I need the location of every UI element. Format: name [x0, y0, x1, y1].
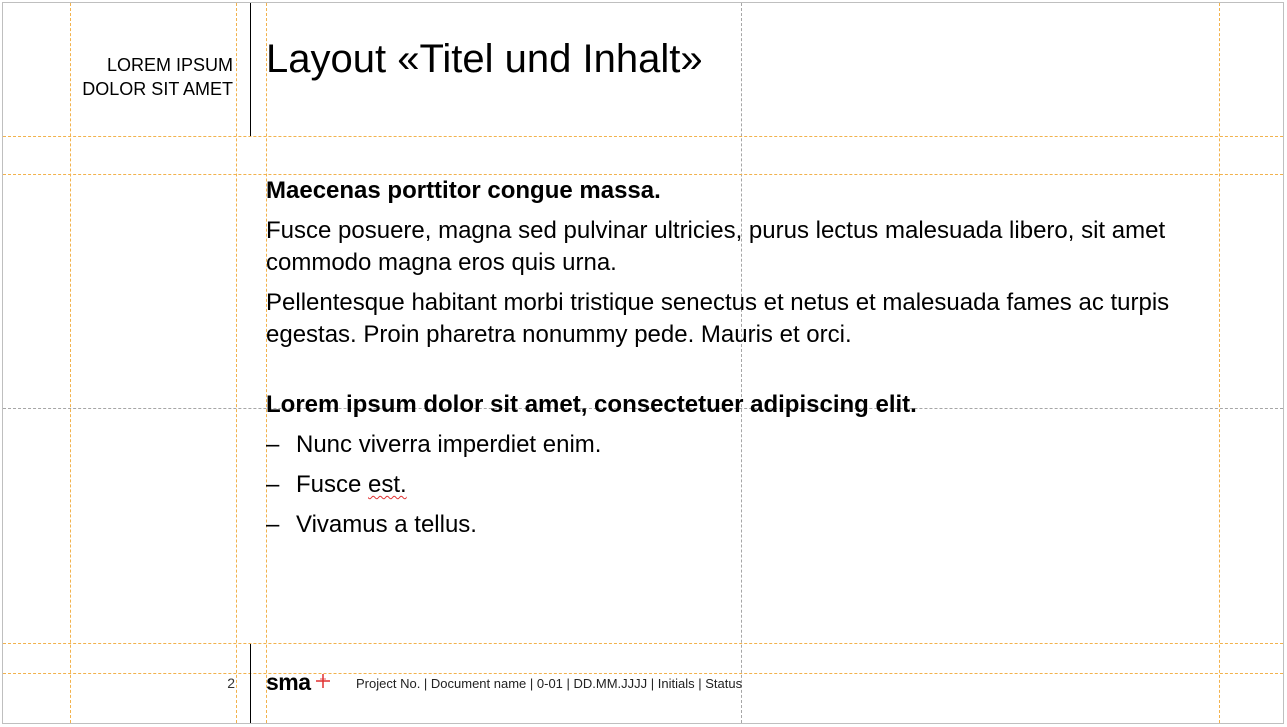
bullet-item: [266, 469, 1216, 501]
page-number: 2: [227, 675, 235, 691]
header-divider-rule: [250, 3, 251, 136]
guide-horizontal: [3, 643, 1283, 644]
slide-canvas[interactable]: [2, 2, 1284, 724]
bullet-dash: –: [266, 471, 280, 498]
section-label-line2: DOLOR SIT AMET: [82, 79, 233, 99]
guide-vertical: [70, 3, 71, 723]
guide-vertical: [236, 3, 237, 723]
bullet-text: Fusce: [296, 471, 369, 498]
bullet-item: [266, 429, 1216, 461]
section-label-line1: LOREM IPSUM: [106, 55, 233, 75]
content-heading-1: Maecenas porttitor congue massa.: [266, 177, 661, 204]
guide-horizontal: [3, 136, 1283, 137]
section-label[interactable]: [33, 53, 233, 101]
bullet-dash: –: [266, 511, 280, 538]
footer-document-info: Project No. | Document name | 0-01 | DD.MM.JJJJ | Initials | Status: [356, 676, 743, 691]
sma-logo: sma: [266, 669, 311, 695]
plus-icon: [315, 673, 331, 689]
guide-vertical: [1219, 3, 1220, 723]
bullet-item: [266, 509, 1216, 541]
guide-horizontal: [3, 673, 1283, 674]
content-placeholder[interactable]: [266, 175, 1216, 549]
spellcheck-flagged-word[interactable]: est.: [368, 471, 407, 498]
content-paragraph-2: Pellentesque habitant morbi tristique senectus et netus et malesuada fames ac turpis egestas. Proin pharetra nonummy pede. Mauris et orci.: [266, 289, 1170, 348]
slide-title[interactable]: Layout «Titel und Inhalt»: [266, 37, 703, 81]
bullet-dash: –: [266, 431, 280, 458]
footer-divider-rule: [250, 644, 251, 724]
bullet-text: Nunc viverra imperdiet enim.: [296, 431, 602, 458]
content-paragraph-1: Fusce posuere, magna sed pulvinar ultricies, purus lectus malesuada libero, sit amet commodo magna eros quis urna.: [266, 217, 1166, 276]
bullet-text: Vivamus a tellus.: [296, 511, 477, 538]
content-heading-2: Lorem ipsum dolor sit amet, consectetuer adipiscing elit.: [266, 391, 917, 418]
